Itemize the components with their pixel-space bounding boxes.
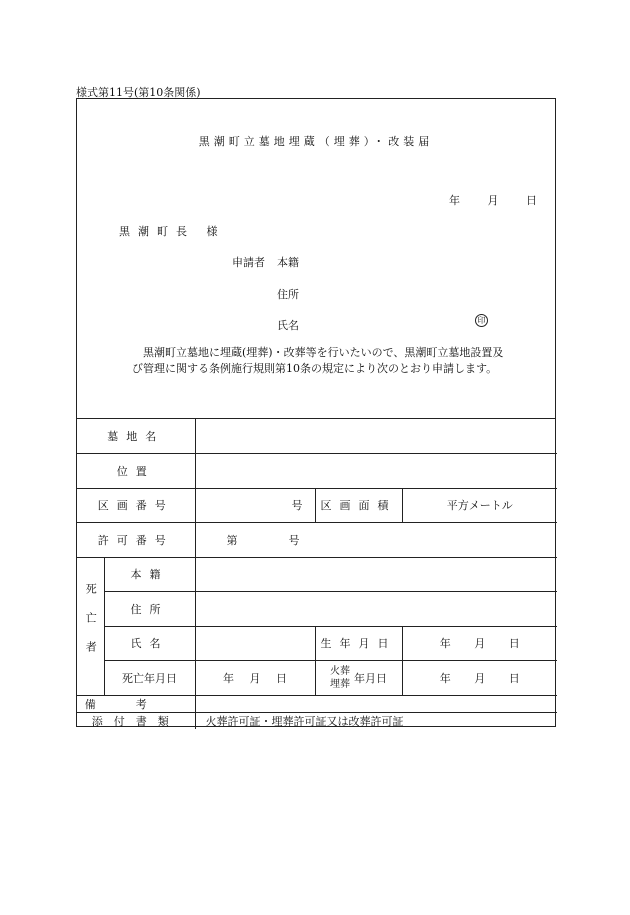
cremation-label: 火葬 — [330, 665, 350, 677]
deceased-name-label: 氏名 — [104, 626, 195, 660]
cemetery-name-row — [77, 419, 557, 453]
deceased-name-row — [77, 626, 557, 660]
plot-row — [77, 488, 557, 522]
plot-area-label: 区画面積 — [315, 488, 402, 522]
birth-date-field[interactable]: 年 月 日 — [402, 626, 557, 660]
burial-label: 埋葬 — [330, 678, 350, 690]
death-date-field[interactable]: 年 月 日 — [195, 660, 315, 695]
form-number: 様式第11号(第10条関係) — [76, 86, 201, 99]
application-header-section — [77, 99, 555, 419]
plot-area-field[interactable] — [402, 488, 557, 522]
location-row — [77, 453, 557, 488]
cemetery-name-label: 墓地名 — [77, 419, 195, 453]
plot-number-unit: 号 — [291, 499, 303, 512]
applicant-name-label: 氏名 — [277, 319, 299, 332]
birth-date-label: 生年月日 — [315, 626, 402, 660]
cremation-burial-date-field[interactable]: 年 月 日 — [402, 660, 557, 695]
attachments-row — [77, 712, 557, 729]
application-date-field[interactable]: 年 月 日 — [449, 194, 537, 207]
deceased-address-label: 住所 — [104, 591, 195, 626]
cremation-burial-date-label: 年月日 — [354, 671, 387, 685]
applicant-domicile-label: 本籍 — [277, 256, 299, 269]
application-details-table — [77, 419, 557, 729]
remarks-label: 備考 — [77, 695, 195, 712]
cemetery-name-field[interactable] — [195, 419, 557, 453]
seal-icon: 印 — [475, 314, 488, 327]
form-title: 黒潮町立墓地埋蔵（埋葬）・改装届 — [198, 135, 434, 148]
applicant-label: 申請者 — [232, 256, 265, 269]
attachments-field: 火葬許可証・埋葬許可証又は改葬許可証 — [195, 712, 557, 729]
deceased-domicile-row — [77, 557, 557, 591]
plot-area-unit: 平方メートル — [446, 499, 513, 512]
deceased-domicile-field[interactable] — [195, 557, 557, 591]
location-field[interactable] — [195, 453, 557, 488]
permit-number-label: 許可番号 — [77, 522, 195, 557]
application-statement: 黒潮町立墓地に埋蔵(埋葬)・改葬等を行いたいので、黒潮町立墓地設置及び管理に関する条例施行規則第10条の規定により次のとおり申請します。 — [132, 346, 504, 375]
permit-number-field[interactable] — [195, 522, 557, 557]
permit-suffix: 号 — [288, 533, 300, 547]
cremation-burial-label — [315, 660, 402, 695]
location-label: 位置 — [77, 453, 195, 488]
application-form — [76, 98, 556, 727]
deceased-domicile-label: 本籍 — [104, 557, 195, 591]
plot-number-field[interactable] — [195, 488, 315, 522]
permit-row — [77, 522, 557, 557]
plot-number-label: 区画番号 — [77, 488, 195, 522]
remarks-field[interactable] — [195, 695, 557, 712]
death-date-row — [77, 660, 557, 695]
attachments-label: 添付書類 — [77, 712, 195, 729]
remarks-row — [77, 695, 557, 712]
addressee: 黒潮町長 様 — [119, 225, 226, 238]
permit-prefix: 第 — [226, 533, 238, 547]
deceased-address-row — [77, 591, 557, 626]
applicant-address-label: 住所 — [277, 288, 299, 301]
deceased-section-label: 死亡者 — [77, 557, 104, 695]
death-date-label: 死亡年月日 — [104, 660, 195, 695]
deceased-address-field[interactable] — [195, 591, 557, 626]
deceased-name-field[interactable] — [195, 626, 315, 660]
